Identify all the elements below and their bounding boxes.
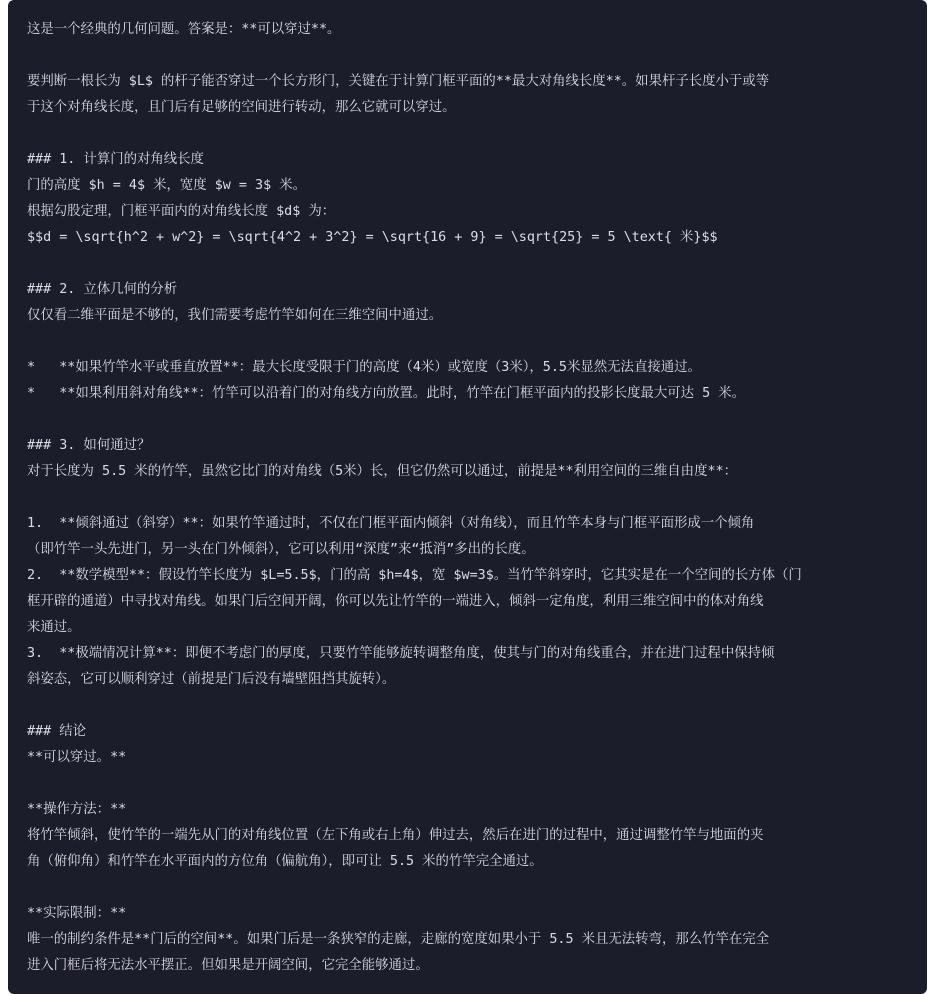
blank-line	[27, 485, 927, 511]
text-line: **实际限制：**	[27, 906, 127, 921]
section-heading: ### 3. 如何通过？	[27, 438, 151, 453]
numbered-item: 2. **数学模型**：假设竹竿长度为 $L=5.5$，门的高 $h=4$，宽 $w=3$。当竹竿斜穿时，它其实是在一个空间的长方体（门	[27, 568, 802, 583]
blank-line	[27, 407, 927, 433]
text-line: 要判断一根长为 $L$ 的杆子能否穿过一个长方形门，关键在于计算门框平面的**最大对角线长度**。如果杆子长度小于或等	[27, 74, 770, 89]
text-line: 框开辟的通道）中寻找对角线。如果门后空间开阔，你可以先让竹竿的一端进入，倾斜一定角度，利用三维空间中的体对角线	[27, 594, 764, 609]
text-line: **可以穿过。**	[27, 750, 127, 765]
section-heading: ### 结论	[27, 724, 87, 739]
numbered-item: 1. **倾斜通过（斜穿）**：如果竹竿通过时，不仅在门框平面内倾斜（对角线），而且竹竿本身与门框平面形成一个倾角	[27, 516, 755, 531]
blank-line	[27, 875, 927, 901]
formula-line: $$d = \sqrt{h^2 + w^2} = \sqrt{4^2 + 3^2} = \sqrt{16 + 9} = \sqrt{25} = 5 \text{ 米}$$	[27, 230, 718, 245]
numbered-item: 3. **极端情况计算**：即便不考虑门的厚度，只要竹竿能够旋转调整角度，使其与门的对角线重合，并在进门过程中保持倾	[27, 646, 775, 661]
text-line: （即竹竿一头先进门，另一头在门外倾斜），它可以利用“深度”来“抵消”多出的长度。	[27, 542, 535, 557]
blank-line	[27, 251, 927, 277]
blank-line	[27, 121, 927, 147]
text-line: 斜姿态，它可以顺利穿过（前提是门后没有墙壁阻挡其旋转）。	[27, 672, 396, 687]
blank-line	[27, 329, 927, 355]
text-line: 门的高度 $h = 4$ 米，宽度 $w = 3$ 米。	[27, 178, 307, 193]
text-line: 根据勾股定理，门框平面内的对角线长度 $d$ 为：	[27, 204, 336, 219]
text-line: 唯一的制约条件是**门后的空间**。如果门后是一条狭窄的走廊，走廊的宽度如果小于 5.5 米且无法转弯，那么竹竿在完全	[27, 932, 770, 947]
section-heading: ### 2. 立体几何的分析	[27, 282, 178, 297]
text-line: 这是一个经典的几何问题。答案是：**可以穿过**。	[27, 22, 341, 37]
blank-line	[27, 43, 927, 69]
text-line: 于这个对角线长度，且门后有足够的空间进行转动，那么它就可以穿过。	[27, 100, 456, 115]
text-line: 将竹竿倾斜，使竹竿的一端先从门的对角线位置（左下角或右上角）伸过去，然后在进门的过程中，通过调整竹竿与地面的夹	[27, 828, 764, 843]
text-line: **操作方法：**	[27, 802, 127, 817]
bullet-item: * **如果利用斜对角线**：竹竿可以沿着门的对角线方向放置。此时，竹竿在门框平面内的投影长度最大可达 5 米。	[27, 386, 746, 401]
blank-line	[27, 771, 927, 797]
blank-line	[27, 693, 927, 719]
text-line: 对于长度为 5.5 米的竹竿，虽然它比门的对角线（5米）长，但它仍然可以通过，前提是**利用空间的三维自由度**：	[27, 464, 737, 479]
text-line: 进入门框后将无法水平摆正。但如果是开阔空间，它完全能够通过。	[27, 958, 429, 973]
text-line: 仅仅看二维平面是不够的，我们需要考虑竹竿如何在三维空间中通过。	[27, 308, 443, 323]
section-heading: ### 1. 计算门的对角线长度	[27, 152, 204, 167]
response-panel	[8, 0, 927, 994]
bullet-item: * **如果竹竿水平或垂直放置**：最大长度受限于门的高度（4米）或宽度（3米），5.5米显然无法直接通过。	[27, 360, 701, 375]
text-line: 角（俯仰角）和竹竿在水平面内的方位角（偏航角），即可让 5.5 米的竹竿完全通过。	[27, 854, 543, 869]
text-line: 来通过。	[27, 620, 81, 635]
